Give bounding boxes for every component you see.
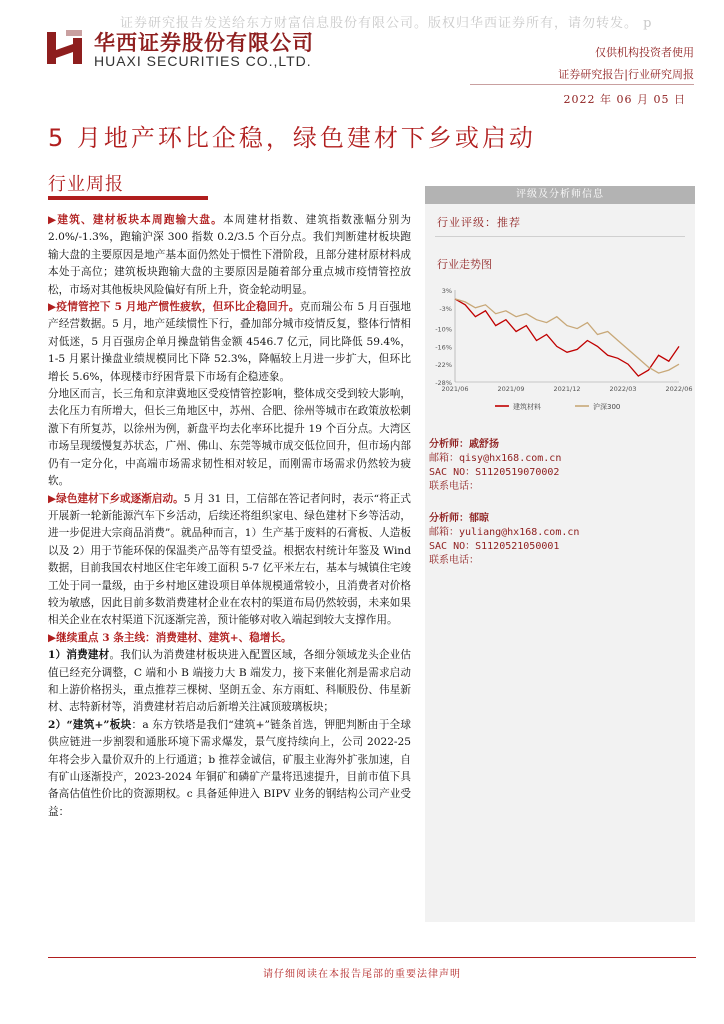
audience-note: 仅供机构投资者使用: [595, 46, 694, 59]
chart-y-tick-label: -22%: [435, 361, 452, 370]
trend-chart: [425, 282, 695, 422]
analyst-2: [429, 512, 579, 568]
body-text: [48, 212, 411, 821]
chart-x-tick-label: 2022/03: [609, 385, 637, 393]
analyst-2-title: 分析师：: [429, 513, 469, 524]
analyst-2-phone: 联系电话：: [429, 555, 479, 566]
company-name-en: HUAXI SECURITIES CO.,LTD.: [94, 53, 312, 69]
footer-disclaimer: 请仔细阅读在本报告尾部的重要法律声明: [263, 969, 461, 980]
company-name-cn: 华西证券股份有限公司: [94, 31, 314, 55]
analyst-1-phone: 联系电话：: [429, 481, 479, 492]
side-panel: [425, 186, 695, 922]
paragraph-6-head: 1）消费建材: [48, 649, 110, 662]
footer-divider: [48, 957, 696, 958]
chart-y-tick-label: -3%: [439, 304, 452, 313]
chart-x-tick-label: 2021/06: [441, 385, 469, 393]
report-type: 证券研究报告|行业研究周报: [558, 68, 694, 81]
analyst-1-sac: SAC NO：S1120519070002: [429, 467, 560, 478]
header-divider: [470, 84, 694, 85]
panel-header: 评级及分析师信息: [425, 186, 695, 204]
chart-y-tick-label: 3%: [441, 287, 452, 295]
industry-rating: 行业评级：推荐: [437, 216, 521, 229]
analyst-1: [429, 438, 561, 494]
paragraph-2: [48, 299, 411, 386]
analyst-1-email-line: [429, 452, 561, 466]
chart-x-tick-label: 2021/12: [553, 385, 581, 393]
paragraph-4-text: 5 月 31 日，工信部在答记者问时，表示“将正式开展新一轮新能源汽车下乡活动，后续还将组织家电、绿色建材下乡等活动，进一步促进大宗商品消费”。就品种而言，1）生产基于废料的石膏板、人造板以及 2）用于节能环保的保温类产品等有望受益。根据农村统计年鉴及 Wind 数据，目前我国农村地区住宅年竣工面积 5-7 亿平米左右，基本与城镇住宅竣工处于同一量级，由于乡村地区建设项目单体规模通常较小，且消费者对价格较为敏感，因此目前多数消费建材企业在农村的渠道布局仍然较弱，未来如果相关企业在农村渠道下沉逐渐完善，预计能够对收入端起到较大支撑作用。: [48, 492, 411, 627]
paragraph-3: 分地区而言，长三角和京津冀地区受疫情管控影响，整体成交受到较大影响，去化压力有所增大，但长三角地区中，苏州、合肥、徐州等城市在政策放松刺激下有所复苏，以徐州为例，新盘平均去化率环比提升 19 个百分点。大湾区市场呈现缓慢复苏状态，广州、佛山、东莞等城市成交低位回升，但市场内部仍有一定分化，中高端市场需求韧性相对较足，而刚需市场需求仍然较为疲软。: [48, 388, 411, 488]
chart-y-tick-label: -10%: [435, 325, 452, 334]
chart-x-tick-label: 2022/06: [665, 385, 693, 393]
paragraph-6: [48, 647, 411, 717]
analyst-1-title: 分析师：: [429, 439, 469, 450]
paragraph-7-head: 2）“建筑+”板块: [48, 718, 132, 731]
analyst-2-email-label: 邮箱：: [429, 527, 459, 538]
paragraph-1-text: 本周建材指数、建筑指数涨幅分别为 2.0%/-1.3%，跑输沪深 300 指数 0.2/3.5 个百分点。我们判断建材板块跑输大盘的主要原因是地产基本面仍然处于惯性下滑阶段，且部分建材原材料成本处于高位；建筑板块跑输大盘的主要原因是随着部分重点城市疫情管控放松，市场对其他板块风险偏好有所上升，资金轮动明显。: [48, 214, 411, 296]
watermark-text: 证券研究报告发送给东方财富信息股份有限公司。版权归华西证券所有，请勿转发。 p: [120, 16, 653, 31]
analyst-2-email[interactable]: yuliang@hx168.com.cn: [459, 527, 580, 538]
chart-x-tick-label: 2021/09: [497, 385, 525, 393]
analyst-1-email-label: 邮箱：: [429, 453, 459, 464]
huaxi-logo-icon: [46, 28, 84, 66]
paragraph-2-text: 克而瑞公布 5 月百强地产经营数据。5 月，地产延续惯性下行，叠加部分城市疫情反复，整体行情相对低迷，5 月百强房企单月操盘销售金额 4546.7 亿元，同比降低 59.4%，1-5 月累计操盘业绩规模同比下降 52.3%，降幅较上月进一步扩大，但环比增长 5.6%，体现楼市纾困背景下市场有企稳迹象。: [48, 301, 411, 383]
chart-y-tick-label: -16%: [435, 343, 452, 352]
report-title: 5 月地产环比企稳，绿色建材下乡或启动: [48, 124, 536, 152]
report-date: 2022 年 06 月 05 日: [563, 93, 686, 106]
section-underline: [48, 196, 208, 200]
paragraph-7: [48, 717, 411, 821]
paragraph-1: [48, 212, 411, 299]
chart-legend-label-0: 建筑材料: [513, 403, 541, 411]
chart-legend-label-1: 沪深300: [593, 403, 621, 411]
analyst-2-sac: SAC NO：S1120521050001: [429, 541, 560, 552]
analyst-2-title-line: [429, 512, 579, 526]
analyst-1-email[interactable]: qisy@hx168.com.cn: [459, 453, 562, 464]
paragraph-6-text: 。我们认为消费建材板块进入配置区域，各细分领域龙头企业估值已经充分调整，C 端和小 B 端接力大 B 端发力，接下来催化剂是需求启动和上游价格拐头，重点推荐三棵树、坚朗五金、东方雨虹、科顺股份、伟星新材、志特新材等，消费建材若启动后新增关注减顶玻璃板块；: [48, 649, 411, 714]
paragraph-7-text: ：a 东方铁塔是我们“建筑+”链条首选，钾肥判断由于全球供应链进一步割裂和通胀环境下需求爆发，景气度持续向上，公司 2022-25 年将会步入量价双升的上行通道；b 推荐金诚信，矿服主业海外扩张加速，自有矿山逐渐投产，2023-2024 年铜矿和磷矿产量将迅速提升，目前市值下具备高估值性价比的资源期权。c 具备延伸进入 BIPV 业务的钢结构公司产业受益：: [48, 718, 412, 818]
paragraph-5-head: ▶继续重点 3 条主线：消费建材、建筑+、稳增长。: [48, 631, 292, 644]
paragraph-1-head: ▶建筑、建材板块本周跑输大盘。: [48, 214, 223, 226]
paragraph-4-head: ▶绿色建材下乡或逐渐启动。: [48, 492, 184, 505]
chart-series-line-1: [455, 299, 679, 373]
chart-y-tick-label: -28%: [435, 379, 452, 387]
paragraph-5: [48, 630, 411, 647]
rating-divider: [435, 236, 685, 237]
section-label: 行业周报: [48, 174, 124, 195]
chart-title: 行业走势图: [437, 258, 492, 271]
paragraph-2-head: ▶疫情管控下 5 月地产惯性疲软，但环比企稳回升。: [48, 301, 300, 314]
analyst-2-email-line: [429, 526, 579, 540]
paragraph-4: [48, 491, 411, 630]
analyst-1-name: 戚舒扬: [469, 439, 499, 450]
analyst-1-title-line: [429, 438, 561, 452]
analyst-2-name: 郁晾: [469, 513, 489, 524]
